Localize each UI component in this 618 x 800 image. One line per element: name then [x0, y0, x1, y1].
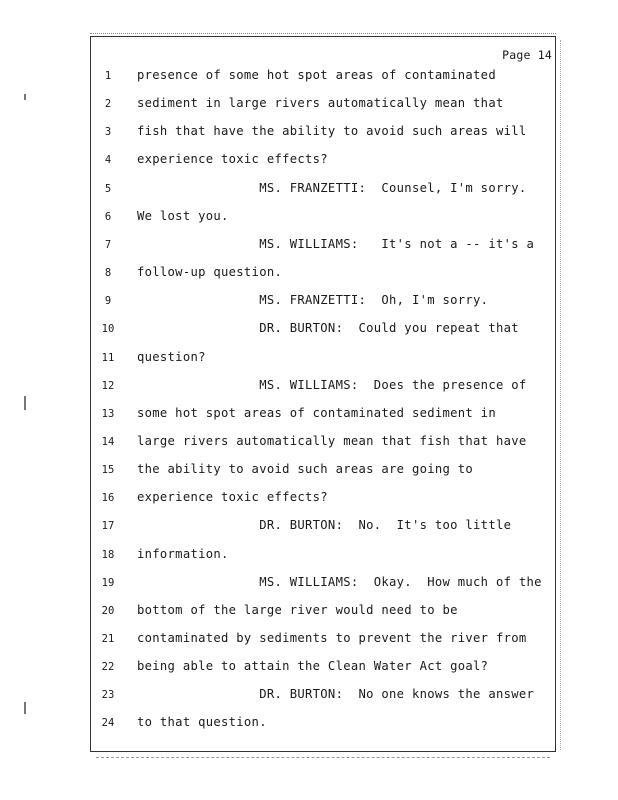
- line-number: 7: [104, 238, 112, 251]
- transcript-line: [0, 406, 618, 426]
- line-number: 24: [101, 717, 115, 730]
- transcript-line: [0, 378, 618, 398]
- transcript-line: [0, 518, 618, 538]
- line-text: large rivers automatically mean that fish that have: [137, 433, 527, 448]
- line-number: 17: [101, 520, 115, 533]
- line-number: 3: [104, 126, 112, 139]
- line-text: presence of some hot spot areas of contaminated: [137, 68, 496, 82]
- line-text: MS. FRANZETTI: Oh, I'm sorry.: [137, 293, 489, 308]
- line-number: 2: [104, 98, 112, 111]
- transcript-line: [0, 659, 618, 679]
- line-text: DR. BURTON: No one knows the answer: [137, 687, 535, 702]
- line-number: 16: [101, 492, 115, 505]
- transcript-line: [0, 293, 618, 313]
- line-number: 19: [101, 576, 115, 589]
- line-number: 8: [104, 267, 112, 280]
- line-text: some hot spot areas of contaminated sediment in: [137, 405, 496, 420]
- line-number: 9: [104, 295, 112, 308]
- transcript-line: [0, 321, 618, 341]
- transcript-line: [0, 631, 618, 651]
- line-text: DR. BURTON: No. It's too little: [137, 518, 512, 533]
- transcript-line: [0, 575, 618, 595]
- transcript-line: [0, 687, 618, 707]
- line-number: 6: [104, 210, 112, 223]
- line-text: experience toxic effects?: [137, 152, 328, 167]
- transcript-line: [0, 265, 618, 285]
- line-text: information.: [137, 546, 229, 561]
- line-number: 1: [104, 70, 112, 82]
- line-number: 5: [104, 182, 112, 195]
- transcript-line: [0, 350, 618, 370]
- transcript-line: [0, 96, 618, 116]
- line-number: 10: [101, 323, 115, 336]
- transcript-line: [0, 462, 618, 482]
- line-text: MS. WILLIAMS: It's not a -- it's a: [137, 236, 535, 251]
- line-text: being able to attain the Clean Water Act goal?: [137, 659, 489, 674]
- page-number: Page 14: [502, 48, 552, 62]
- line-number: 11: [101, 351, 115, 364]
- line-text: bottom of the large river would need to be: [137, 602, 458, 617]
- transcript-line: [0, 603, 618, 623]
- transcript-line: [0, 124, 618, 144]
- line-number: 23: [101, 689, 115, 702]
- transcript-line: [0, 547, 618, 567]
- line-text: to that question.: [137, 715, 267, 730]
- line-text: We lost you.: [137, 208, 229, 223]
- line-text: sediment in large rivers automatically mean that: [137, 96, 504, 111]
- transcript-line: [0, 68, 618, 88]
- line-text: experience toxic effects?: [137, 490, 328, 505]
- transcript-line: [0, 490, 618, 510]
- line-number: 12: [101, 379, 115, 392]
- line-number: 14: [101, 435, 115, 448]
- transcript-line: [0, 181, 618, 201]
- line-text: MS. WILLIAMS: Does the presence of: [137, 377, 527, 392]
- line-text: contaminated by sediments to prevent the river from: [137, 631, 527, 645]
- line-number: 15: [101, 464, 115, 477]
- line-text: fish that have the ability to avoid such areas will: [137, 124, 527, 139]
- transcript-line: [0, 434, 618, 454]
- line-number: 20: [101, 604, 115, 617]
- line-text: the ability to avoid such areas are going to: [137, 462, 474, 477]
- line-number: 21: [101, 633, 115, 645]
- line-number: 13: [101, 407, 115, 420]
- transcript-line: [0, 209, 618, 229]
- line-text: MS. FRANZETTI: Counsel, I'm sorry.: [137, 180, 527, 195]
- transcript-line: [0, 237, 618, 257]
- line-number: 22: [101, 661, 115, 674]
- line-text: question?: [137, 349, 206, 364]
- line-text: MS. WILLIAMS: Okay. How much of the: [137, 574, 542, 589]
- line-number: 4: [104, 154, 112, 167]
- transcript-line: [0, 152, 618, 172]
- scan-artifact-bottom: [96, 757, 550, 760]
- transcript-line: [0, 715, 618, 735]
- line-text: DR. BURTON: Could you repeat that: [137, 321, 519, 336]
- line-number: 18: [101, 548, 115, 561]
- line-text: follow-up question.: [137, 265, 283, 280]
